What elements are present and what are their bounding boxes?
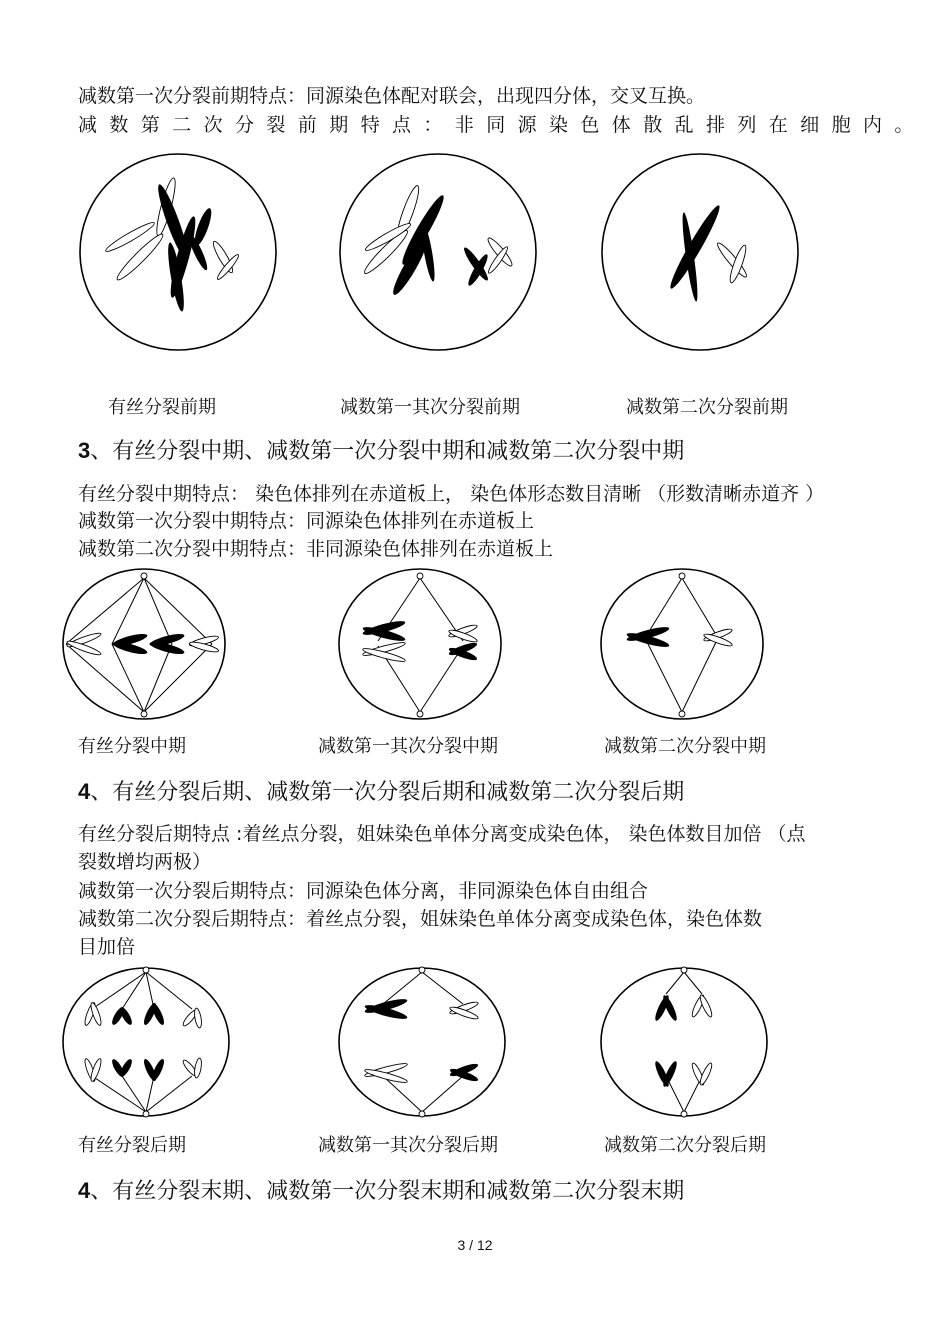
section-4b-number: 4 — [78, 1178, 91, 1203]
prophase-feature-line-2: 减数第二次分裂前期特点：非同源染色体散乱排列在细胞内。 — [78, 114, 926, 136]
page-number: 3 / 12 — [457, 1237, 493, 1253]
caption-meiosis-ii-prophase: 减数第二次分裂前期 — [626, 397, 788, 418]
meiosis-i-prophase-figure — [338, 152, 538, 352]
mitosis-anaphase-figure — [62, 964, 230, 1120]
metaphase-meiosis-ii-feature: 减数第二次分裂中期特点：非同源染色体排列在赤道板上 — [78, 538, 554, 560]
anaphase-mitosis-feature-cont: 裂数增均两极） — [78, 851, 212, 873]
section-4b-heading — [78, 1177, 684, 1206]
caption-meiosis-i-anaphase: 减数第一其次分裂后期 — [318, 1135, 498, 1156]
meiosis-i-anaphase-figure — [338, 964, 506, 1120]
caption-mitosis-metaphase: 有丝分裂中期 — [78, 736, 186, 757]
caption-meiosis-ii-metaphase: 减数第二次分裂中期 — [604, 736, 766, 757]
caption-mitosis-prophase: 有丝分裂前期 — [108, 397, 216, 418]
caption-meiosis-i-prophase: 减数第一其次分裂前期 — [340, 397, 520, 418]
anaphase-meiosis-ii-feature: 减数第二次分裂后期特点：着丝点分裂，姐妹染色单体分离变成染色体，染色体数 — [78, 908, 763, 930]
section-4a-number: 4 — [78, 779, 91, 804]
mitosis-metaphase-figure — [62, 566, 226, 722]
caption-meiosis-ii-anaphase: 减数第二次分裂后期 — [604, 1135, 766, 1156]
meiosis-ii-metaphase-figure — [600, 566, 764, 722]
caption-mitosis-anaphase: 有丝分裂后期 — [78, 1135, 186, 1156]
anaphase-meiosis-ii-feature-cont: 目加倍 — [78, 936, 136, 958]
mitosis-prophase-figure — [78, 152, 278, 352]
prophase-feature-line-1: 减数第一次分裂前期特点：同源染色体配对联会，出现四分体，交叉互换。 — [78, 85, 706, 107]
section-4a-heading — [78, 778, 684, 807]
meiosis-ii-anaphase-figure — [600, 964, 768, 1120]
section-4b-title: 、有丝分裂末期、减数第一次分裂末期和减数第二次分裂末期 — [90, 1179, 685, 1204]
section-4a-title: 、有丝分裂后期、减数第一次分裂后期和减数第二次分裂后期 — [90, 780, 685, 805]
section-3-number: 3 — [78, 438, 91, 463]
section-3-heading — [78, 437, 684, 466]
metaphase-meiosis-i-feature: 减数第一次分裂中期特点：同源染色体排列在赤道板上 — [78, 510, 535, 532]
caption-meiosis-i-metaphase: 减数第一其次分裂中期 — [318, 736, 498, 757]
meiosis-i-metaphase-figure — [338, 566, 502, 722]
meiosis-ii-prophase-figure — [600, 152, 800, 352]
anaphase-meiosis-i-feature: 减数第一次分裂后期特点：同源染色体分离，非同源染色体自由组合 — [78, 880, 649, 902]
metaphase-mitosis-feature: 有丝分裂中期特点： 染色体排列在赤道板上， 染色体形态数目清晰 （形数清晰赤道齐 ） — [78, 483, 825, 505]
anaphase-mitosis-feature: 有丝分裂后期特点 :着丝点分裂，姐妹染色单体分离变成染色体， 染色体数目加倍 （点 — [78, 823, 806, 845]
section-3-title: 、有丝分裂中期、减数第一次分裂中期和减数第二次分裂中期 — [90, 439, 685, 464]
